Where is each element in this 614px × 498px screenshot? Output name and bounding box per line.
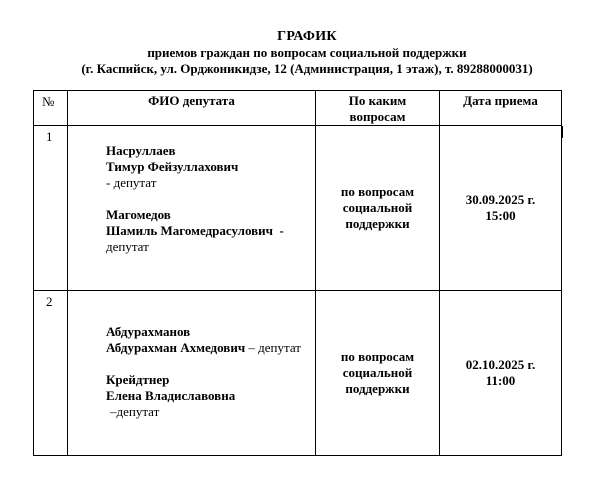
column-header-date: Дата приема <box>440 91 562 126</box>
deputy-name: Абдурахман Ахмедович <box>106 340 246 355</box>
deputies-cell <box>68 126 316 291</box>
topic-cell: по вопросам социальной поддержки <box>316 291 440 456</box>
table-row <box>34 126 562 291</box>
deputy-name: Тимур Фейзуллахович <box>106 159 239 174</box>
deputy-surname: Крейдтнер <box>106 372 170 387</box>
deputy-surname: Абдурахманов <box>106 324 191 339</box>
column-header-topic: По каким вопросам <box>316 91 440 126</box>
row-number: 1 <box>34 126 68 291</box>
deputy-surname: Магомедов <box>106 207 171 222</box>
topic-cell: по вопросам социальной поддержки <box>316 126 440 291</box>
deputy-name-line <box>106 223 315 239</box>
deputy-name: Елена Владиславовна <box>106 388 236 403</box>
schedule-table <box>33 90 562 456</box>
date-cell <box>440 126 562 291</box>
document-header <box>0 28 614 77</box>
reception-date: 02.10.2025 г. <box>465 357 536 372</box>
deputy-name-line <box>106 340 315 356</box>
deputy-name: Шамиль Магомедрасулович - <box>106 223 284 238</box>
page-subtitle: приемов граждан по вопросам социальной поддержки <box>147 45 467 60</box>
deputy-role: депутат <box>106 239 149 254</box>
table-row <box>34 291 562 456</box>
deputy-role: –депутат <box>110 404 160 419</box>
column-header-fio: ФИО депутата <box>68 91 316 126</box>
reception-time: 15:00 <box>485 208 516 223</box>
deputy-role: – депутат <box>248 340 301 355</box>
text-cursor <box>561 126 563 138</box>
page-title: ГРАФИК <box>277 29 337 44</box>
reception-date: 30.09.2025 г. <box>465 192 536 207</box>
row-number: 2 <box>34 291 68 456</box>
table-header-row <box>34 91 562 126</box>
page-address: (г. Каспийск, ул. Орджоникидзе, 12 (Администрация, 1 этаж), т. 89288000031) <box>81 61 533 76</box>
date-cell <box>440 291 562 456</box>
deputy-surname: Насруллаев <box>106 143 176 158</box>
reception-time: 11:00 <box>485 373 516 388</box>
deputies-cell <box>68 291 316 456</box>
column-header-number: № <box>34 91 68 126</box>
deputy-role: - депутат <box>106 175 157 190</box>
